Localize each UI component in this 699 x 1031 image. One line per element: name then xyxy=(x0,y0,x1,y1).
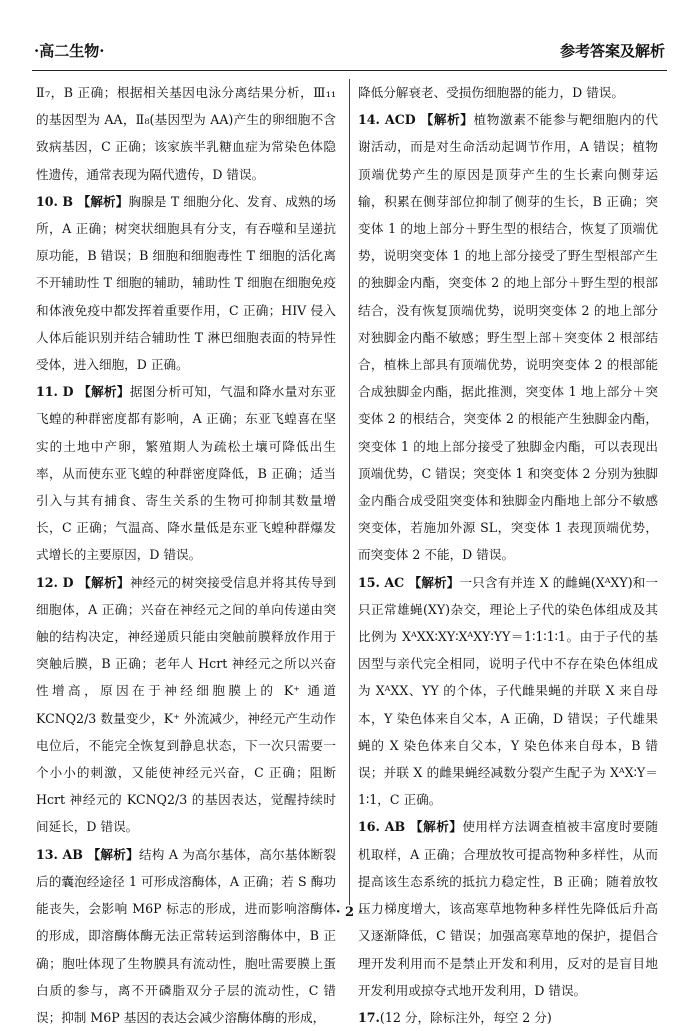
subject-label: ·高二生物· xyxy=(34,42,105,60)
answer-item-14: 14. ACD 【解析】植物激素不能参与靶细胞内的代谢活动，而是对生命活动起调节作用，A 错误；植物顶端优势产生的原因是顶芽产生的生长素向侧芽运输，积累在侧芽部位抑制了侧芽的生长，B 正确；突变体 1 的地上部分＋野生型的根结合，恢复了顶端优势，说明突变体 1 的地上部分接受了野生型根部产生的独脚金内酯，突变体 2 的地上部分＋野生型的根部结合，没有恢复顶端优势，说明突变体 2 的地上部分对独脚金内酯不敏感；野生型上部＋突变体 2 根部结合，植株上部具有顶端优势，说明突变体 2 的根部能合成独脚金内酯，据此推测，突变体 1 地上部分＋突变体 2 的根结合，突变体 2 的根能产生独脚金内酯，突变体 1 的地上部分接受了独脚金内酯，可以表现出顶端优势，C 错误；突变体 1 和突变体 2 分别为独脚金内酯合成受阻突变体和独脚金内酯地上部分不敏感突变体，若施加外源 SL，突变体 1 表现顶端优势，而突变体 2 不能，D 错误。 xyxy=(358,112,658,563)
answer-item-10: 10. B 【解析】胸腺是 T 细胞分化、发育、成熟的场所，A 正确；树突状细胞具有分支，有吞噬和呈递抗原功能，B 错误；B 细胞和细胞毒性 T 细胞的活化离不开辅助性 T 细胞的辅助，辅助性 T 细胞在细胞免疫和体液免疫中都发挥着重要作用，C 正确；HIV 侵入人体后能识别并结合辅助性 T 淋巴细胞表面的特异性受体，进入细胞，D 正确。 xyxy=(36,193,336,373)
page-header xyxy=(32,40,667,66)
answer-item-15: 15. AC 【解析】一只含有并连 X 的雌蝇(XᴬXY)和一只正常雄蝇(XY)杂交，理论上子代的染色体组成及其比例为 XᴬXX∶XY∶XᴬXY∶YY＝1∶1∶1∶1。由于子代的基因型与亲代完全相同，说明子代中不存在染色体组成为 XᴬXX、YY 的个体，子代雌果蝇的并联 X 来自母本，Y 染色体来自父本，A 正确，D 错误；子代雄果蝇的 X 染色体来自父本，Y 染色体来自母本，B 错误；并联 X 的雌果蝇经减数分裂产生配子为 XᴬX∶Y＝1∶1，C 正确。 xyxy=(358,574,658,808)
answer-item-17: 17.(12 分，除标注外，每空 2 分) xyxy=(358,1009,552,1025)
column-divider xyxy=(349,79,350,905)
answer-item-9-continued: Ⅱ₇，B 正确；根据相关基因电泳分离结果分析，Ⅲ₁₁的基因型为 AA，Ⅱ₈(基因型为 AA)产生的卵细胞不含致病基因，C 正确；该家族半乳糖血症为常染色体隐性遗传，通常表现为隔代遗传，D 错误。 xyxy=(36,85,336,182)
answer-item-11: 11. D 【解析】据图分析可知，气温和降水量对东亚飞蝗的种群密度都有影响，A 正确；东亚飞蝗喜在坚实的土地中产卵，繁殖期人为疏松土壤可降低出生率，从而使东亚飞蝗的种群密度降低，B 正确；适当引入与其有捕食、寄生关系的生物可抑制其数量增长，C 正确；气温高、降水量低是东亚飞蝗种群爆发式增长的主要原因，D 错误。 xyxy=(36,384,336,563)
answer-item-12: 12. D 【解析】神经元的树突接受信息并将其传导到细胞体，A 正确；兴奋在神经元之间的单向传递由突触的结构决定，神经递质只能由突触前膜释放作用于突触后膜，B 正确；老年人 Hcrt 神经元之所以兴奋性增高，原因在于神经细胞膜上的 K⁺ 通道 KCNQ2/3 数量变少，K⁺ 外流减少，神经元产生动作电位后，不能完全恢复到静息状态，下一次只需要一个小小的刺激，又能使神经元兴奋，C 正确；阻断 Hcrt 神经元的 KCNQ2/3 的基因表达，觉醒持续时间延长，D 错误。 xyxy=(36,574,336,835)
answer-item-16: 16. AB 【解析】使用样方法调查植被丰富度时要随机取样，A 正确；合理放牧可提高物种多样性，从而提高该生态系统的抵抗力稳定性，B 正确；随着放牧压力梯度增大，该高寒草地物种多样性先降低后升高又逐渐降低，C 错误；加强高寒草地的保护，提倡合理开发利用而不是禁止开发和利用，反对的是盲目地开发利用或掠夺式地开发利用，D 错误。 xyxy=(358,819,658,998)
answer-item-13-continued: 降低分解衰老、受损伤细胞器的能力，D 错误。 xyxy=(358,85,624,100)
right-column xyxy=(358,79,658,1031)
page-number: · 2 · xyxy=(335,905,364,920)
left-column xyxy=(36,79,336,1031)
header-rule xyxy=(32,70,667,71)
answer-item-13: 13. AB 【解析】结构 A 为高尔基体，高尔基体断裂后的囊泡经途径 1 可形成溶酶体，A 正确；若 S 酶功能丧失，会影响 M6P 标志的形成，进而影响溶酶体的形成，即溶酶体酶无法正常转运到溶酶体中，B 正确；胞吐体现了生物膜具有流动性，胞吐需要膜上蛋白质的参与，离不开磷脂双分子层的流动性，C 错误；抑制 M6P 基因的表达会减少溶酶体酶的形成， xyxy=(36,846,336,1025)
document-title: 参考答案及解析 xyxy=(559,42,665,60)
